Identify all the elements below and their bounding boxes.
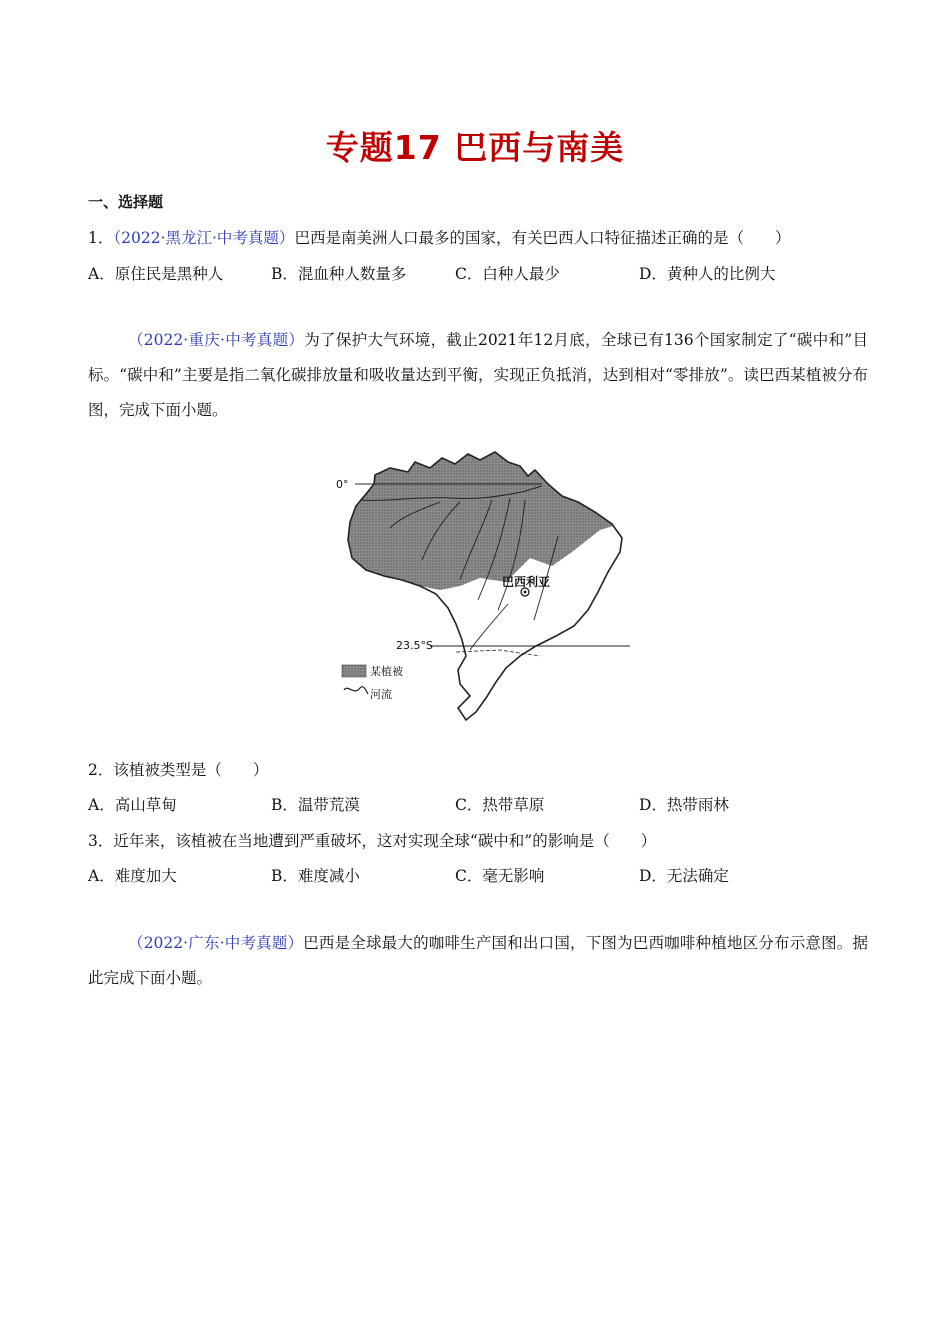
q2-option-d[interactable]: D．热带雨林 <box>639 796 729 814</box>
group-1-stem <box>88 323 868 428</box>
equator-label: 0° <box>336 478 349 491</box>
q1-option-a[interactable]: A．原住民是黑种人 <box>88 265 224 283</box>
group-2-stem <box>88 926 868 996</box>
stem-text: 为了保护大气环境，截止2021年12月底，全球已有136个国家制定了“碳中和”目标。“碳中和”主要是指二氧化碳排放量和吸收量达到平衡，实现正负抵消，达到相对“零排放”。读巴西某植被分布图，完成下面小题。 <box>88 331 868 419</box>
q1-option-c[interactable]: C．白种人最少 <box>455 265 560 283</box>
vegetation-area <box>330 440 640 590</box>
q1-option-d[interactable]: D．黄种人的比例大 <box>639 265 776 283</box>
page-title: 专题17 巴西与南美 <box>325 128 625 167</box>
legend-river-label: 河流 <box>370 688 392 701</box>
q3-option-c[interactable]: C．毫无影响 <box>455 867 545 885</box>
q2-option-b[interactable]: B．温带荒漠 <box>271 796 360 814</box>
question-source: （2022·广东·中考真题） <box>128 934 304 952</box>
legend-river-icon <box>344 687 368 694</box>
question-source: （2022·黑龙江·中考真题） <box>113 229 295 247</box>
section-heading: 一、选择题 <box>88 193 164 211</box>
q2-option-a[interactable]: A．高山草甸 <box>88 796 177 814</box>
brazil-vegetation-map <box>330 440 640 725</box>
question-3: 3．近年来，该植被在当地遭到严重破坏，这对实现全球“碳中和”的影响是（ ） <box>88 832 657 850</box>
q1-option-b[interactable]: B．混血种人数量多 <box>271 265 407 283</box>
q3-option-d[interactable]: D．无法确定 <box>639 867 729 885</box>
legend-vegetation-swatch <box>342 665 366 677</box>
question-2: 2．该植被类型是（ ） <box>88 761 269 779</box>
capital-label: 巴西利亚 <box>502 575 551 589</box>
river <box>470 604 508 650</box>
legend-vegetation-label: 某植被 <box>370 665 403 678</box>
q2-option-c[interactable]: C．热带草原 <box>455 796 545 814</box>
question-source: （2022·重庆·中考真题） <box>128 331 305 349</box>
question-1 <box>88 226 790 248</box>
question-number: 1． <box>88 229 114 247</box>
q3-option-a[interactable]: A．难度加大 <box>88 867 177 885</box>
stem-text: 巴西是全球最大的咖啡生产国和出口国，下图为巴西咖啡种植地区分布示意图。据此完成下面小题。 <box>88 934 868 987</box>
tropic-label: 23.5°S <box>396 639 433 652</box>
q3-option-b[interactable]: B．难度减小 <box>271 867 360 885</box>
question-text: 巴西是南美洲人口最多的国家，有关巴西人口特征描述正确的是（ ） <box>294 229 791 247</box>
